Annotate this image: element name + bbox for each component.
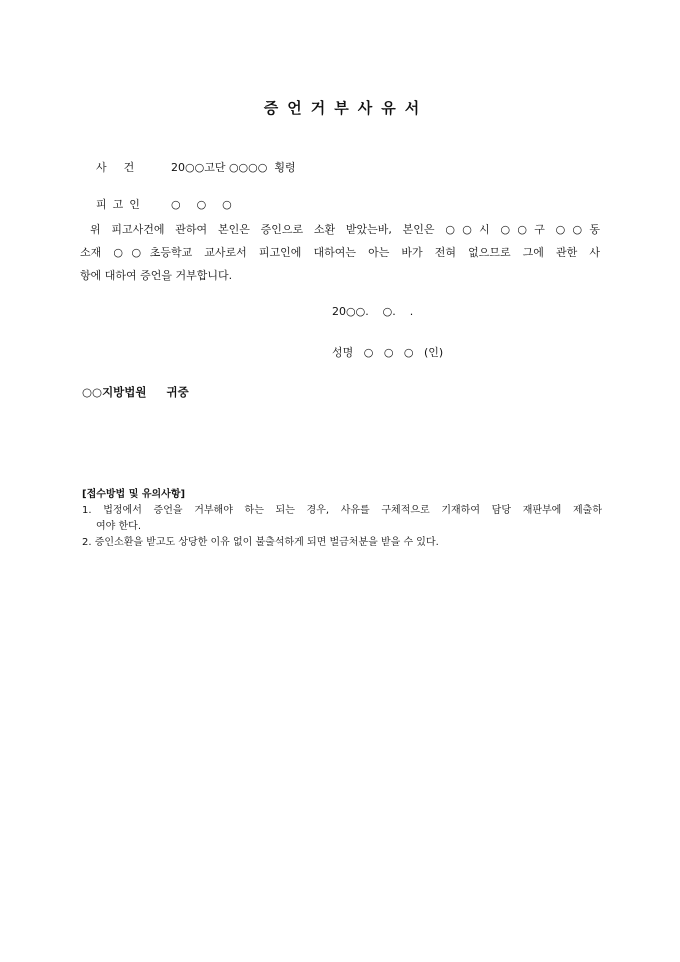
case-label: 사건	[96, 161, 152, 174]
signature-line: 성명 ○ ○ ○ (인)	[332, 346, 444, 359]
body-paragraph	[80, 218, 600, 287]
note-item: 2. 증인소환을 받고도 상당한 이유 없이 불출석하게 되면 벌금처분을 받을 수 있다.	[82, 537, 439, 548]
defendant-label: 피고인	[96, 198, 146, 211]
case-value: 20○○고단 ○○○○ 횡령	[171, 161, 296, 174]
body-line: 소재 ○○초등학교 교사로서 피고인에 대하여는 아는 바가 전혀 없으므로 그에 관한 사	[80, 246, 600, 259]
document-title: 증언거부사유서	[263, 99, 429, 117]
note-item: 1. 법정에서 증언을 거부해야 하는 되는 경우, 사유를 구체적으로 기재하여 담당 재판부에 제출하	[82, 505, 602, 516]
document-date: 20○○. ○. .	[332, 305, 414, 318]
body-line: 위 피고사건에 관하여 본인은 증인으로 소환 받았는바, 본인은 ○○시 ○○구 ○○동	[90, 223, 600, 236]
court-addressee: ○○지방법원 귀중	[82, 385, 189, 399]
note-item-continuation: 여야 한다.	[96, 521, 141, 532]
notes-list	[82, 503, 602, 551]
case-row	[82, 146, 296, 188]
body-line: 항에 대하여 증언을 거부합니다.	[80, 269, 233, 282]
notes-heading: [접수방법 및 유의사항]	[82, 489, 186, 500]
defendant-value: ○ ○ ○	[171, 198, 235, 211]
